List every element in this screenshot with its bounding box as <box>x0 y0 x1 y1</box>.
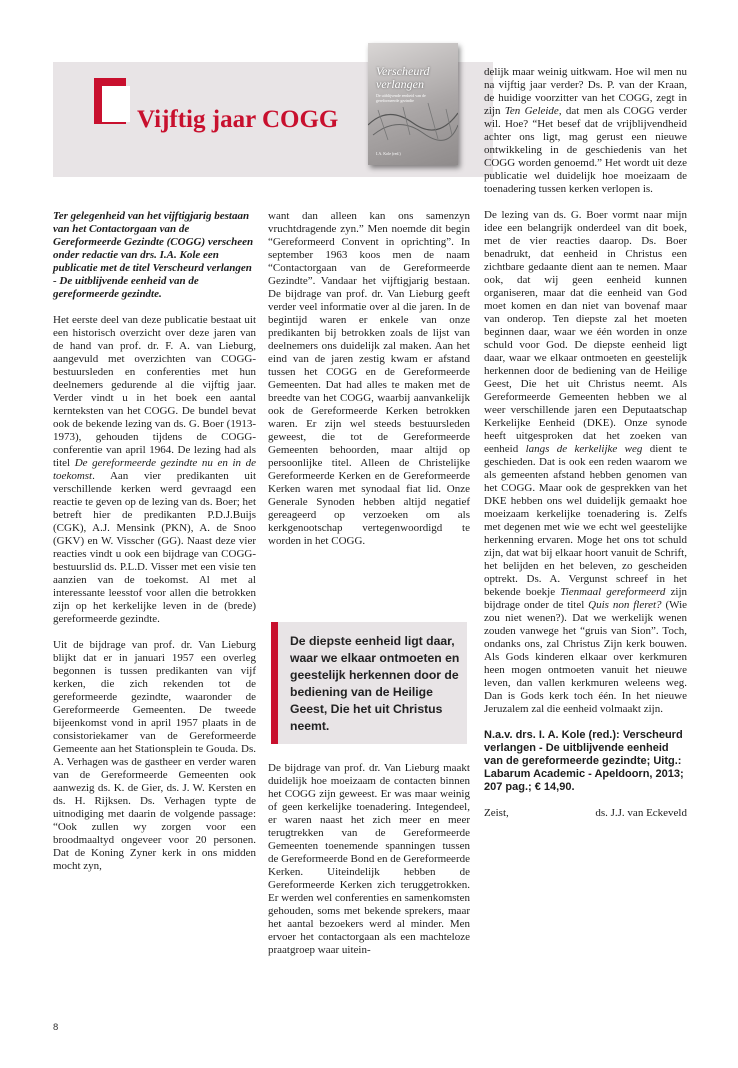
signature-line <box>484 807 687 820</box>
book-info: N.a.v. drs. I. A. Kole (red.): Verscheurd verlangen - De uitblijvende eenheid van de gereformeerde gezindte; Uitg.: Labarum Academic - Apeldoorn, 2013; 207 pag.; € 14,90. <box>484 729 684 793</box>
book-cover-image <box>368 43 458 165</box>
page-number: 8 <box>53 1022 59 1033</box>
cover-subtitle: De uitblijvende eenheid van de gereformeerde gezindte <box>376 93 426 103</box>
thorn-illustration <box>368 95 458 145</box>
column-2-continued <box>268 762 470 957</box>
paragraph: De lezing van ds. G. Boer vormt naar mijn idee een belangrijk onderdeel van dit boek, met de vier reacties daarop. Ds. Boer benadrukt, dat eenheid in Christus een zichtbare gedaante dient aan te nemen. Maar ook, dat wij geen eenheid kunnen organiseren, maar dat die eenheid van God moet komen en dan niet van bovenaf maar van onderop. Ten diepste zal het moeten beginnen daar, waar we één worden in onze schuld voor God. De diepste eenheid ligt daar, waar we elkaar ontmoeten en geestelijk herkennen door de bediening van de Heilige Geest, Die het uit Christus neemt. Als Gereformeerde Gemeenten hebben we al weer verschillende jaren een Deputaatschap Kerkelijke Eenheid (DKE). Onze synode heeft uitgesproken dat het zoeken van eenheid langs de kerkelijke weg dient te geschieden. Dat is ook een reden waarom we als gemeenten afstand hebben genomen van het COGG. Maar ook de gesprekken van het DKE hebben ons wel duidelijk gemaakt hoe moeizaam kerkelijke toenadering is. Zelfs met degenen met wie we echt wel geestelijke herkenning ervaren. Moge het ons tot schuld zijn, dat wat bij elkaar hoort vanuit de Schrift, het belijden en het beleven, zo gescheiden optrekt. Ds. A. Vergunst schreef in het bekende boekje Tienmaal gereformeerd zijn bijdrage onder de titel Quis non fleret? (Wie zou niet wenen?). Dat we werkelijk wenen zouden vanwege het “gruis van Sion”. Toch, ondanks ons, zal Christus Zijn kerk bouwen. Als Gods kinderen elkaar over kerkmuren heen mogen ontmoeten vanuit het nieuwe leven, dan vallen kerkmuren weleens weg. Dan is Gods kerk toch één. In het nieuwe Jeruzalem zal die eenheid volmaakt zijn. <box>484 209 688 715</box>
paragraph: want dan alleen kan ons samenzyn vruchtdragende zyn.” Men noemde dit begin “Gereformeerd Convent in oprichting”. In september 1963 koos men de naam “Contactorgaan van de Gereformeerde Gezindte”. Vandaar het vijftigjarig bestaan. De bijdrage van prof. dr. Van Lieburg geeft verder veel informatie over al die jaren. In de begintijd waren er enkele van onze predikanten bij betrokken zoals de lijst van deelnemers ons duidelijk zal maken. Aan het eind van de jaren zestig kwam er afstand tussen het COGG en de Gereformeerde Gemeenten. Dat had alles te maken met de breedte van het COGG, waarbij aanvankelijk ook de Gereformeerde Kerken betrokken waren. Er zijn wel steeds bestuursleden geweest, die tot de Gereformeerde Gemeenten behoorden, maar altijd op persoonlijke titel. Alleen de Christelijke Gereformeerde Kerken en de Gereformeerde Kerken waren met synodaal fiat lid. Onze Generale Synoden hebben altijd negatief gereageerd op verzoeken om als kerkgenootschap vertegenwoordigd te worden in het COGG. <box>268 210 470 547</box>
pull-quote-text: De diepste eenheid ligt daar, waar we elkaar ontmoeten en geestelijk herkennen door de bediening van de Heilige Geest, Die het uit Christus neemt. <box>290 634 460 733</box>
paragraph: De bijdrage van prof. dr. Van Lieburg maakt duidelijk hoe moeizaam de contacten binnen het COGG zijn geweest. Er was maar weinig of geen kerkelijke toenadering. Integendeel, er waren naast het zich meer en meer terugtrekken van de Gereformeerde Gemeenten toenemende spanningen tussen de Gereformeerde Bond en de Gereformeerde Kerken. Uiteindelijk hebben de Gereformeerde Kerken zich teruggetrokken. Er werden wel conferenties en samenkomsten gehouden, soms met bekende sprekers, maar het aantal bezoekers werd al minder. Men ervoer het contactorgaan als een machteloze praatgroep waar uitein- <box>268 762 470 956</box>
paragraph: Uit de bijdrage van prof. dr. Van Lieburg blijkt dat er in januari 1957 een overleg begonnen is tussen predikanten van vijf kerken, die zich rekenden tot de gereformeerde gezindte, waaronder de Gereformeerde Gemeenten. De tweede bijeenkomst vond in april 1957 plaats in de consistoriekamer van de Gereformeerde Gemeente aan het Stationsplein te Gouda. Ds. A. Verhagen was de gastheer en verder waren van de Gereformeerde Gemeenten ook aanwezig ds. K. de Gier, ds. J. W. Kersten en ds. H. Rijksen. Ds. Verhagen typte de uitnodiging met daarin de volgende passage: “Ook zullen wy zorgen voor een broodmaaltyd ongeveer voor 20 personen. Dat de Koning Zyner kerk in ons midden mocht zyn, <box>53 639 256 872</box>
column-1 <box>53 210 256 873</box>
column-2 <box>268 210 470 548</box>
article-title: Vijftig jaar COGG <box>137 106 339 133</box>
pull-quote-bar <box>271 622 278 744</box>
place: Zeist, <box>484 807 509 819</box>
intro-paragraph: Ter gelegenheid van het vijftigjarig bestaan van het Contactorgaan van de Gereformeerde Gezindte (COGG) verscheen onder redactie van drs. I.A. Kole een publicatie met de titel Verscheurd verlangen - De uitblijvende eenheid van de gereformeerde gezindte. <box>53 210 254 300</box>
author: ds. J.J. van Eckeveld <box>595 807 687 819</box>
cover-editor: I.A. Kole (red.) <box>376 151 401 156</box>
paragraph: Het eerste deel van deze publicatie bestaat uit een historisch overzicht over deze jaren van de hand van prof. dr. F. A. van Lieburg, aangevuld met overzichten van COGG-bestuursleden en conferenties met hun deelnemers gedurende al die vijftig jaar. Verder vindt u in het boek een aantal kernteksten van het COGG. De bundel bevat ook de bekende lezing van ds. G. Boer (1913-1973), gehouden tijdens de COGG-conferentie van april 1964. De lezing had als titel De gereformeerde gezindte nu en in de toekomst. Aan vier predikanten uit verschillende kerken werd gevraagd een reactie te geven op de lezing van ds. Boer; het betreft hier de predikanten P.D.J.Buijs (CGK), A.J. Mensink (PKN), A. de Snoo (GKV) en W. Visscher (GG). Naast deze vier reacties vindt u ook een bijdrage van COGG-bestuurslid ds. P.L.D. Visser met een visie ten aanzien van de toekomst. Al met al interessante leesstof voor allen die betrokken zijn op het kerkelijke leven in de (brede) gereformeerde gezindte. <box>53 314 256 625</box>
cover-title: Verscheurd verlangen <box>376 64 430 91</box>
column-3 <box>484 66 687 820</box>
paragraph: delijk maar weinig uitkwam. Hoe wil men nu na vijftig jaar verder? Ds. P. van der Kraan, de huidige voorzitter van het COGG, zegt in zijn Ten Geleide, dat men als COGG verder wil. Hoe? “Het besef dat de vrijblijvendheid achter ons ligt, mag gerust een nieuwe ontwikkeling in de geschiedenis van het COGG worden genoemd.” Het wordt uit deze publicatie wel duidelijk hoe moeizaam de toenadering tussen kerken verlopen is. <box>484 66 687 195</box>
accent-notch <box>102 86 130 122</box>
